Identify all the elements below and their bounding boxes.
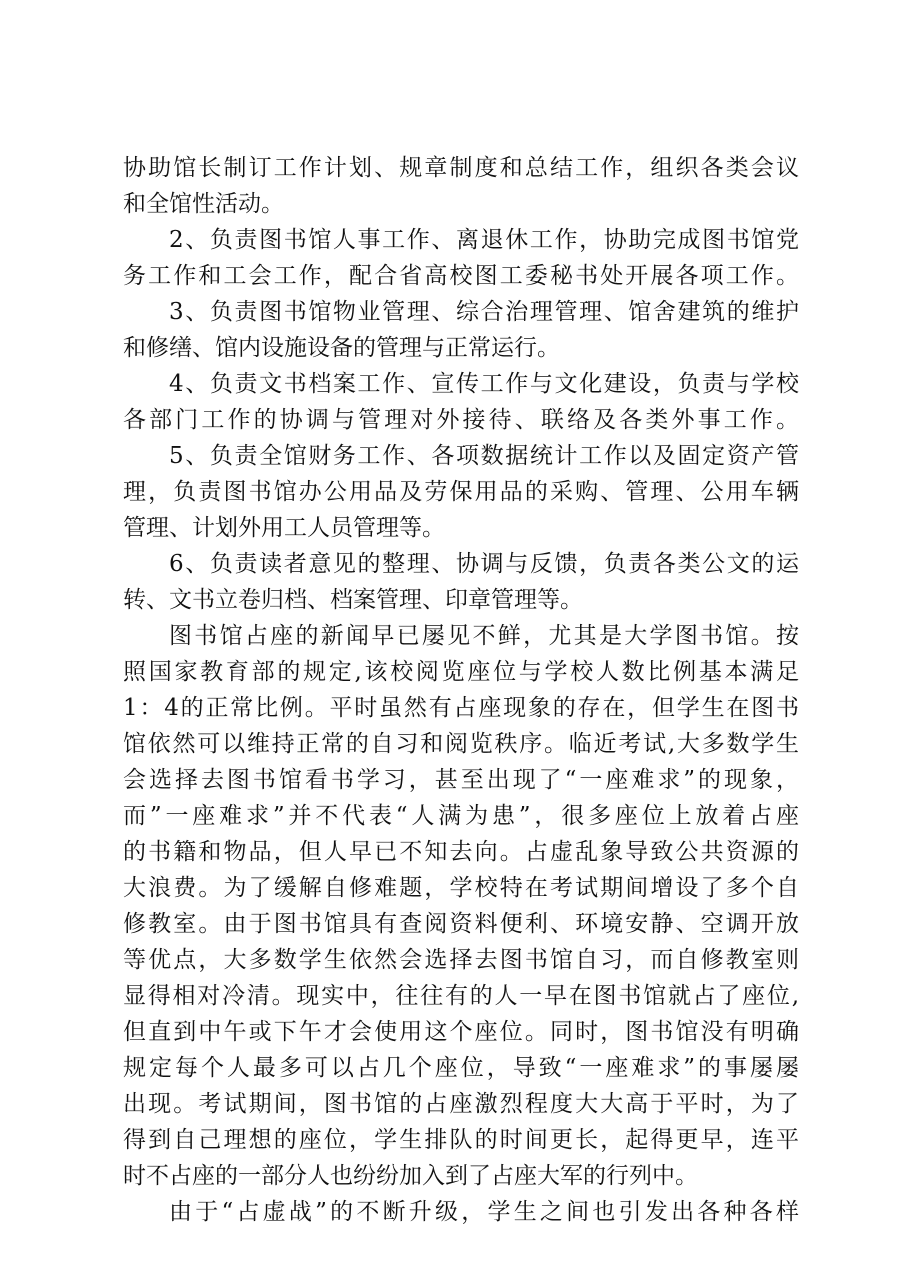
text-line-19: 而”一座难求”并不代表“人满为患”，很多座位上放着占座 [123,803,799,829]
text-line-28: 得到自己理想的座位，学生排队的时间更长，起得更早，连平 [123,1127,799,1153]
text-line-22: 修教室。由于图书馆具有查阅资料便利、环境安静、空调开放 [123,911,799,937]
text-line-23: 等优点，大多数学生依然会选择去图书馆自习，而自修教室则 [123,947,799,973]
text-line-6: 和修缮、馆内设施设备的管理与正常运行。 [123,335,560,361]
text-line-2: 和全馆性活动。 [123,191,284,217]
text-line-13: 转、文书立卷归档、档案管理、印章管理等。 [123,587,583,613]
text-line-25: 但直到中午或下午才会使用这个座位。同时，图书馆没有明确 [123,1019,799,1045]
text-line-9: 5、负责全馆财务工作、各项数据统计工作以及固定资产管 [169,443,799,469]
document-body [123,150,799,1230]
text-line-14: 图书馆占座的新闻早已屡见不鲜，尤其是大学图书馆。按 [169,623,799,649]
text-line-21: 大浪费。为了缓解自修难题，学校特在考试期间增设了多个自 [123,875,799,901]
text-line-18: 会选择去图书馆看书学习，甚至出现了“一座难求”的现象， [123,767,799,793]
text-line-24: 显得相对冷清。现实中，往往有的人一早在图书馆就占了座位, [123,983,799,1009]
text-line-1: 协助馆长制订工作计划、规章制度和总结工作，组织各类会议 [123,155,799,181]
text-line-27: 出现。考试期间，图书馆的占座激烈程度大大高于平时，为了 [123,1091,799,1117]
text-line-15: 照国家教育部的规定,该校阅览座位与学校人数比例基本满足 [123,659,799,685]
text-line-4: 务工作和工会工作，配合省高校图工委秘书处开展各项工作。 [123,263,799,289]
text-line-3: 2、负责图书馆人事工作、离退休工作，协助完成图书馆党 [169,227,799,253]
text-line-16: 1：4的正常比例。平时虽然有占座现象的存在，但学生在图书 [123,695,799,721]
text-line-8: 各部门工作的协调与管理对外接待、联络及各类外事工作。 [123,407,799,433]
text-line-10: 理，负责图书馆办公用品及劳保用品的采购、管理、公用车辆 [123,479,799,505]
text-line-12: 6、负责读者意见的整理、协调与反馈，负责各类公文的运 [169,551,799,577]
text-line-29: 时不占座的一部分人也纷纷加入到了占座大军的行列中。 [123,1163,698,1189]
text-line-11: 管理、计划外用工人员管理等。 [123,515,445,541]
text-line-7: 4、负责文书档案工作、宣传工作与文化建设，负责与学校 [169,371,799,397]
text-line-17: 馆依然可以维持正常的自习和阅览秩序。临近考试,大多数学生 [123,731,799,757]
text-line-30: 由于“占虚战”的不断升级，学生之间也引发出各种各样 [169,1199,799,1225]
text-line-5: 3、负责图书馆物业管理、综合治理管理、馆舍建筑的维护 [169,299,799,325]
text-line-20: 的书籍和物品，但人早已不知去向。占虚乱象导致公共资源的 [123,839,799,865]
text-line-26: 规定每个人最多可以占几个座位，导致“一座难求”的事屡屡 [123,1055,799,1081]
